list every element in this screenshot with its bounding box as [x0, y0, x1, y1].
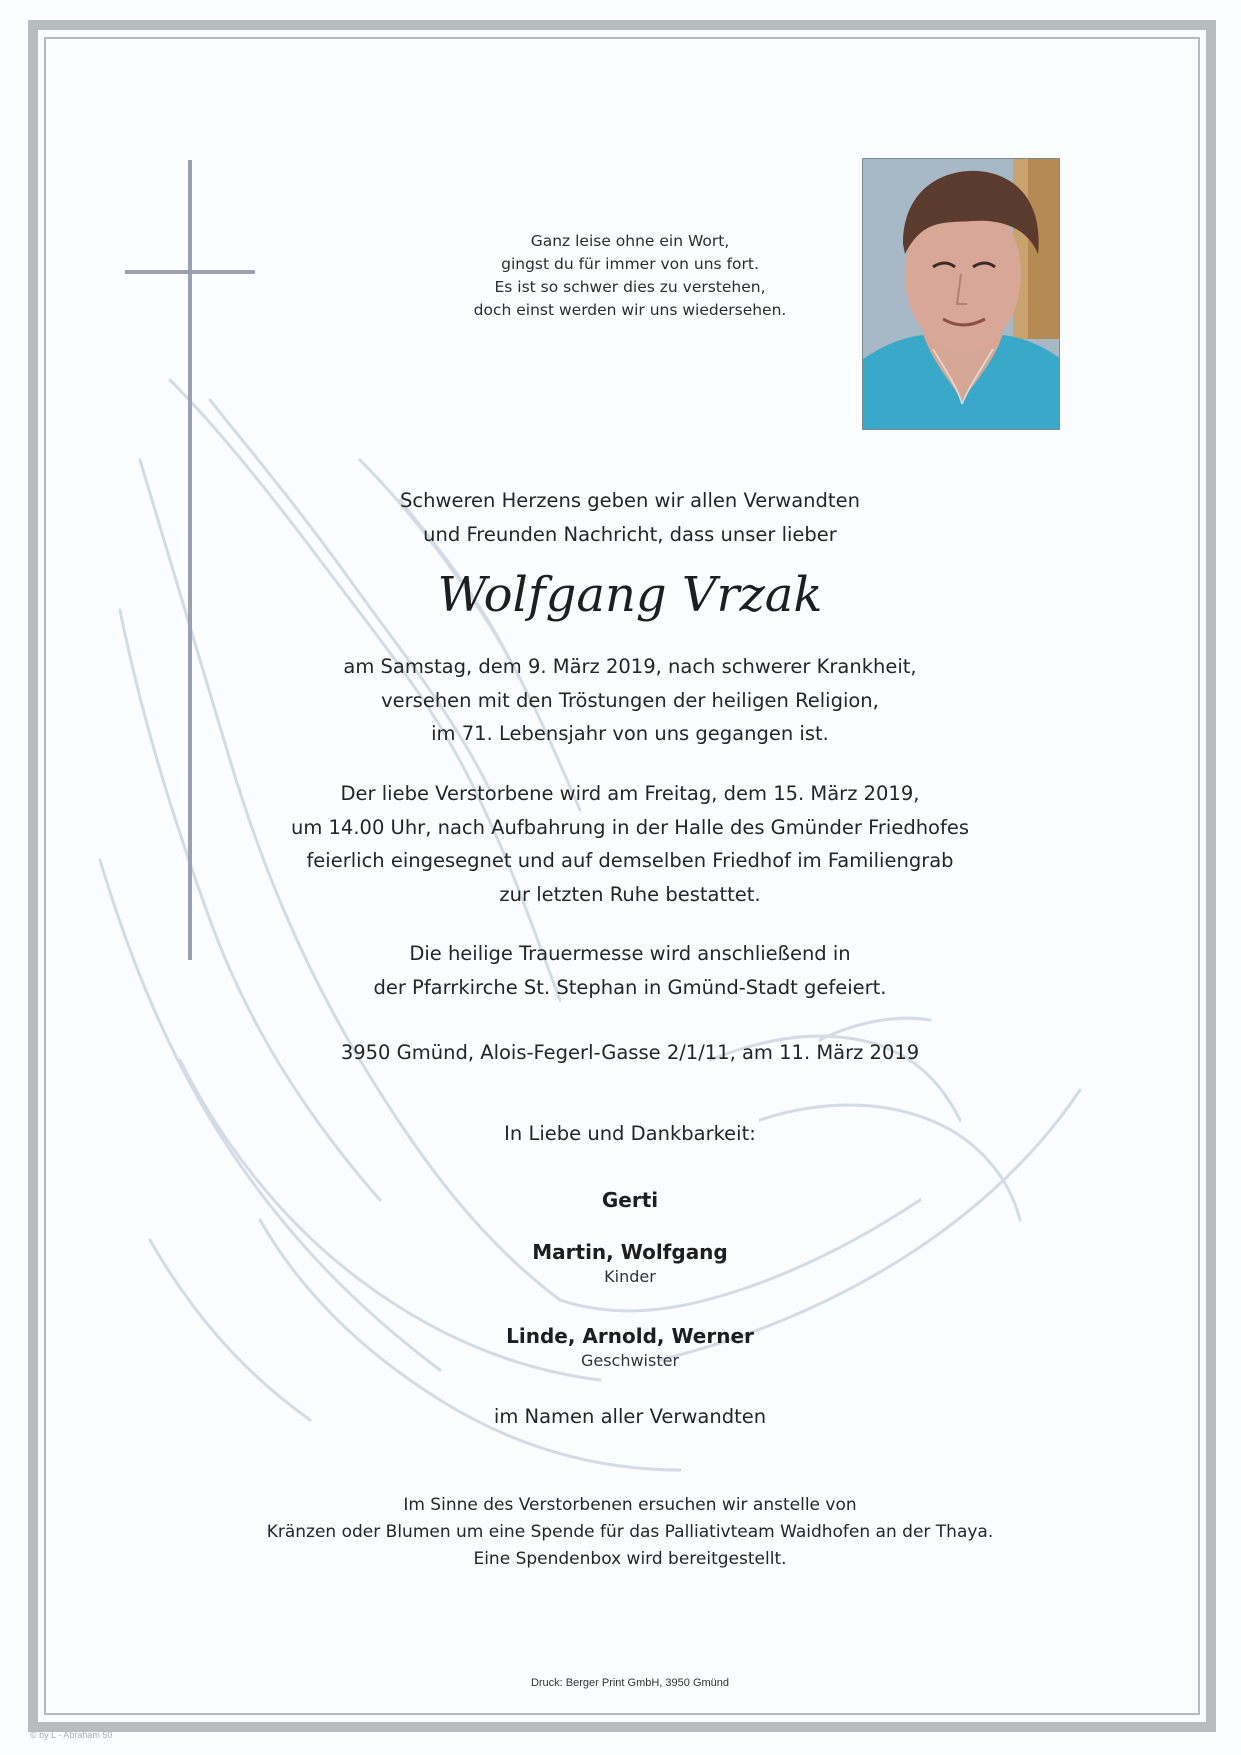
poem-line: Es ist so schwer dies zu verstehen,: [494, 278, 766, 296]
deceased-name: Wolfgang Vrzak: [437, 567, 823, 623]
funeral-line: zur letzten Ruhe bestattet.: [499, 882, 761, 906]
death-notice: [200, 650, 1060, 751]
printer-credit: Druck: Berger Print GmbH, 3950 Gmünd: [530, 1677, 730, 1689]
death-notice-line: versehen mit den Tröstungen der heiligen Religion,: [381, 688, 879, 712]
cross-vertical-bar: [188, 160, 192, 960]
relatives-line: [200, 1400, 1060, 1434]
mourner-role: Kinder: [604, 1267, 656, 1286]
poem-line: doch einst werden wir uns wiedersehen.: [473, 301, 787, 319]
mourner-entry: [200, 1322, 1060, 1372]
mass-line: Die heilige Trauermesse wird anschließend in: [409, 942, 851, 965]
intro-announcement: [200, 484, 1060, 551]
gratitude-line: [200, 1117, 1060, 1151]
death-notice-line: am Samstag, dem 9. März 2019, nach schwerer Krankheit,: [343, 655, 917, 678]
mourner-entry: [200, 1238, 1060, 1288]
funeral-line: um 14.00 Uhr, nach Aufbahrung in der Halle des Gmünder Friedhofes: [290, 815, 970, 839]
template-copyright: © by L - Abraham 50: [30, 1730, 113, 1740]
intro-line: Schweren Herzens geben wir allen Verwandten: [400, 489, 860, 512]
mass-line: der Pfarrkirche St. Stephan in Gmünd-Stadt gefeiert.: [373, 975, 887, 999]
mourner-role: Geschwister: [580, 1351, 680, 1370]
gratitude-text: In Liebe und Dankbarkeit:: [504, 1122, 756, 1145]
mourner-name: Linde, Arnold, Werner: [506, 1324, 754, 1348]
funeral-line: Der liebe Verstorbene wird am Freitag, dem 15. März 2019,: [340, 782, 920, 805]
death-notice-line: im 71. Lebensjahr von uns gegangen ist.: [431, 722, 829, 745]
donation-request: [200, 1492, 1060, 1573]
funeral-line: feierlich eingesegnet und auf demselben Friedhof im Familiengrab: [306, 849, 954, 872]
mourner-name: Gerti: [601, 1188, 659, 1212]
deceased-portrait-photo: [862, 158, 1060, 430]
poem-line: gingst du für immer von uns fort.: [501, 255, 759, 273]
funeral-details: [200, 777, 1060, 911]
mourner-entry: [200, 1186, 1060, 1214]
address-date-line: 3950 Gmünd, Alois-Fegerl-Gasse 2/1/11, am 11. März 2019: [340, 1041, 920, 1064]
donation-line: Eine Spendenbox wird bereitgestellt.: [473, 1549, 787, 1569]
address-and-date: [200, 1036, 1060, 1070]
poem-line: Ganz leise ohne ein Wort,: [530, 232, 730, 250]
mourner-name: Martin, Wolfgang: [532, 1240, 728, 1264]
cross-horizontal-bar: [125, 270, 255, 274]
memorial-poem: [430, 230, 830, 322]
intro-line: und Freunden Nachricht, dass unser lieber: [423, 522, 837, 546]
donation-line: Kränzen oder Blumen um eine Spende für das Palliativteam Waidhofen an der Thaya.: [266, 1522, 994, 1542]
requiem-mass-info: [200, 937, 1060, 1004]
donation-line: Im Sinne des Verstorbenen ersuchen wir anstelle von: [403, 1495, 857, 1515]
relatives-text: im Namen aller Verwandten: [493, 1405, 767, 1428]
